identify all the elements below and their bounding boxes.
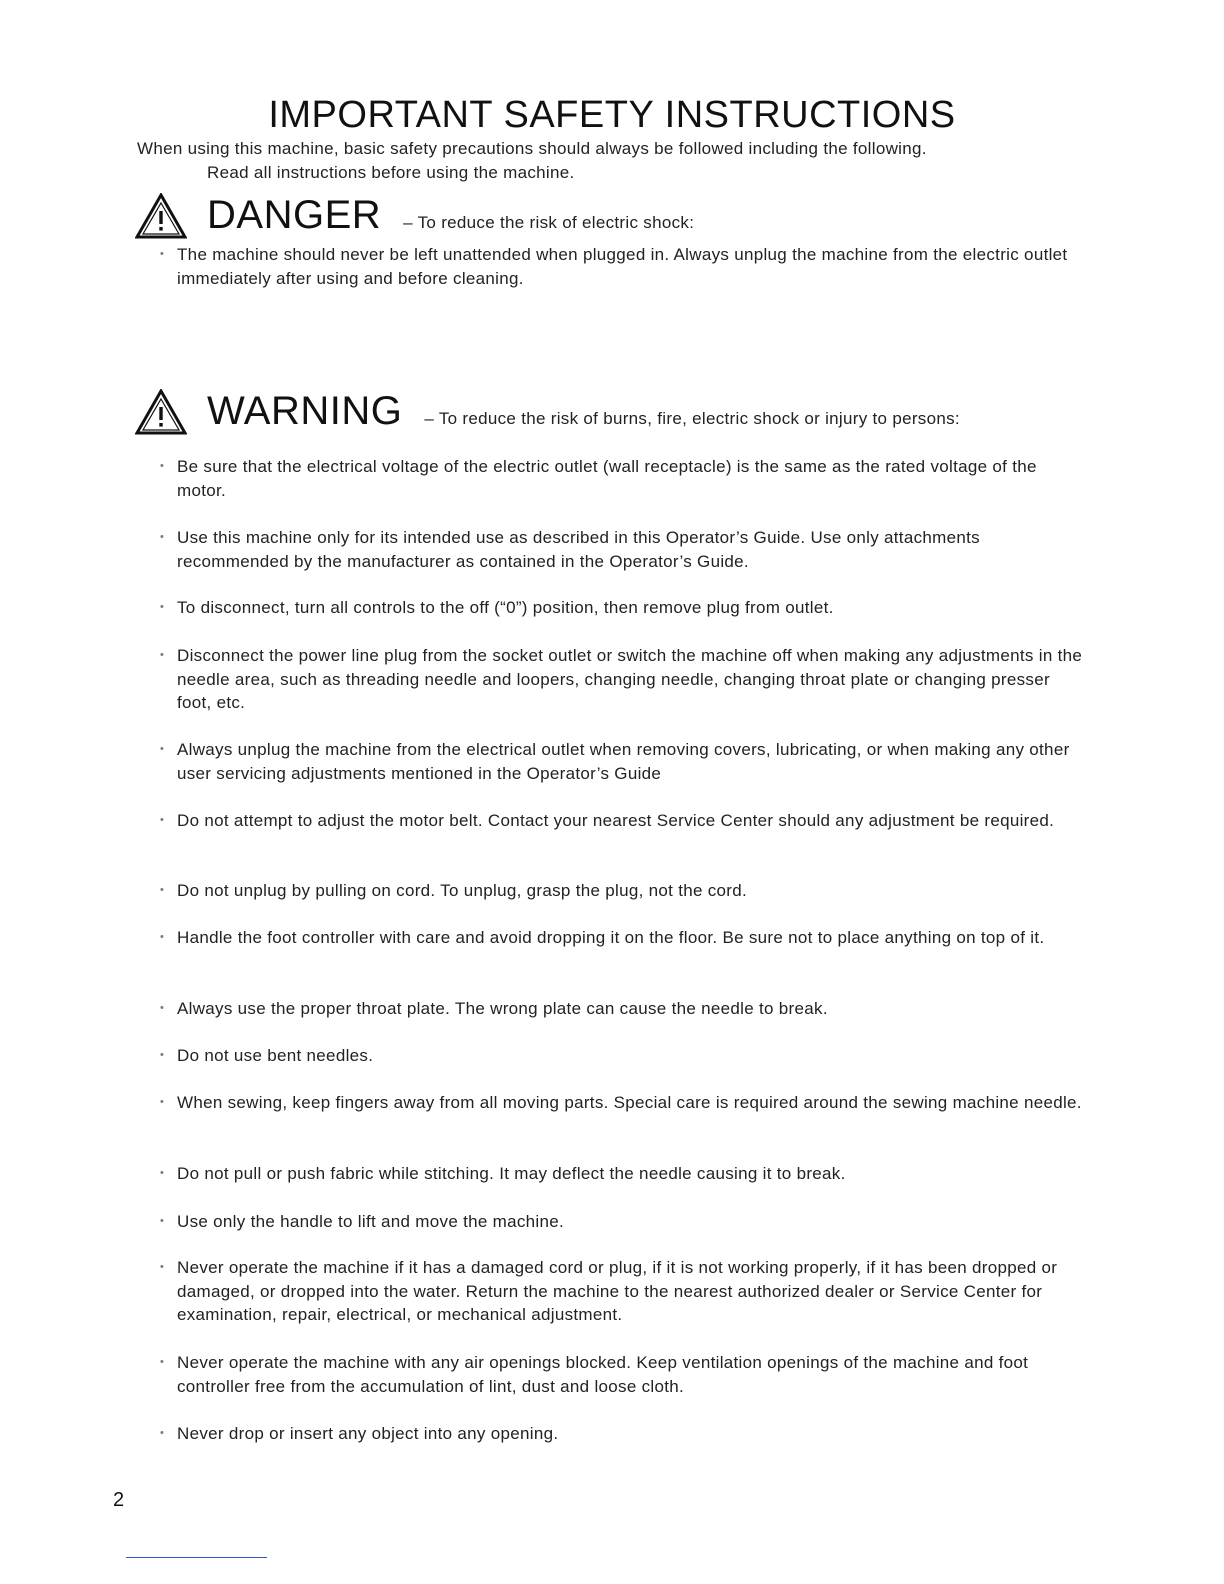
warning-triangle-icon — [135, 193, 187, 239]
list-item-text: Never operate the machine with any air openings blocked. Keep ventilation openings of the machine and foot controller free from the accumulation of lint, dust and loose cloth. — [177, 1353, 1029, 1396]
list-item-text: Always use the proper throat plate. The wrong plate can cause the needle to break. — [177, 999, 828, 1018]
list-item — [160, 1210, 1089, 1234]
intro-subtext: Read all instructions before using the machine. — [207, 163, 575, 182]
footer-rule — [126, 1557, 267, 1558]
page-title: IMPORTANT SAFETY INSTRUCTIONS — [268, 94, 956, 136]
list-item-text: The machine should never be left unattended when plugged in. Always unplug the machine from the electric outlet immediately after using and before cleaning. — [177, 245, 1068, 288]
list-item — [160, 809, 1089, 833]
list-item-text: To disconnect, turn all controls to the off (“0”) position, then remove plug from outlet. — [177, 598, 834, 617]
bullet-icon: • — [160, 1002, 165, 1014]
list-item — [160, 997, 1089, 1021]
list-item — [160, 1044, 1089, 1068]
danger-description: – To reduce the risk of electric shock: — [403, 213, 695, 232]
bullet-icon: • — [160, 931, 165, 943]
list-item — [160, 644, 1089, 715]
list-item — [160, 243, 1089, 290]
list-item-text: Do not pull or push fabric while stitching. It may deflect the needle causing it to break. — [177, 1164, 846, 1183]
list-item-text: Be sure that the electrical voltage of the electric outlet (wall receptacle) is the same as the rated voltage of the motor. — [177, 457, 1037, 500]
bullet-icon: • — [160, 601, 165, 613]
list-item-text: Use only the handle to lift and move the machine. — [177, 1212, 565, 1231]
bullet-icon: • — [160, 460, 165, 472]
list-item — [160, 738, 1089, 785]
list-item-text: Do not unplug by pulling on cord. To unplug, grasp the plug, not the cord. — [177, 881, 748, 900]
page-number: 2 — [113, 1489, 125, 1511]
list-item — [160, 1351, 1089, 1398]
list-item-text: Do not use bent needles. — [177, 1046, 374, 1065]
list-item-text: Handle the foot controller with care and avoid dropping it on the floor. Be sure not to place anything on top of it. — [177, 928, 1045, 947]
bullet-icon: • — [160, 1096, 165, 1108]
list-item — [160, 879, 1089, 903]
danger-heading — [135, 193, 694, 239]
bullet-icon: • — [160, 1261, 165, 1273]
list-item-text: Disconnect the power line plug from the socket outlet or switch the machine off when making any adjustments in the needle area, such as threading needle and loopers, changing needle, changing throat plate or changing presser foot, etc. — [177, 646, 1083, 712]
list-item-text: Never drop or insert any object into any opening. — [177, 1424, 559, 1443]
bullet-icon: • — [160, 1049, 165, 1061]
danger-label: DANGER — [207, 193, 382, 237]
list-item-text: Never operate the machine if it has a damaged cord or plug, if it is not working properly, if it has been dropped or damaged, or dropped into the water. Return the machine to the nearest authorized dealer or Service Center for examination, repair, electrical, or mechanical adjustment. — [177, 1258, 1058, 1324]
bullet-icon: • — [160, 1215, 165, 1227]
list-item-text: Always unplug the machine from the electrical outlet when removing covers, lubricating, or when making any other user servicing adjustments mentioned in the Operator’s Guide — [177, 740, 1070, 783]
list-item — [160, 1091, 1089, 1115]
bullet-icon: • — [160, 884, 165, 896]
bullet-icon: • — [160, 649, 165, 661]
warning-label: WARNING — [207, 389, 403, 433]
list-item — [160, 1162, 1089, 1186]
warning-description: – To reduce the risk of burns, fire, electric shock or injury to persons: — [424, 409, 960, 428]
bullet-icon: • — [160, 531, 165, 543]
bullet-icon: • — [160, 1356, 165, 1368]
list-item-text: When sewing, keep fingers away from all moving parts. Special care is required around the sewing machine needle. — [177, 1093, 1082, 1112]
bullet-icon: • — [160, 1167, 165, 1179]
list-item — [160, 526, 1089, 573]
warning-triangle-icon — [135, 389, 187, 435]
list-item-text: Use this machine only for its intended use as described in this Operator’s Guide. Use only attachments recommended by the manufacturer as contained in the Operator’s Guide. — [177, 528, 980, 571]
list-item — [160, 1422, 1089, 1446]
list-item — [160, 455, 1089, 502]
list-item — [160, 596, 1089, 620]
intro-text: When using this machine, basic safety precautions should always be followed including the following. — [137, 139, 927, 158]
list-item-text: Do not attempt to adjust the motor belt. Contact your nearest Service Center should any adjustment be required. — [177, 811, 1055, 830]
list-item — [160, 1256, 1089, 1327]
bullet-icon: • — [160, 814, 165, 826]
bullet-icon: • — [160, 248, 165, 260]
bullet-icon: • — [160, 1427, 165, 1439]
warning-heading — [135, 389, 960, 435]
bullet-icon: • — [160, 743, 165, 755]
list-item — [160, 926, 1089, 950]
